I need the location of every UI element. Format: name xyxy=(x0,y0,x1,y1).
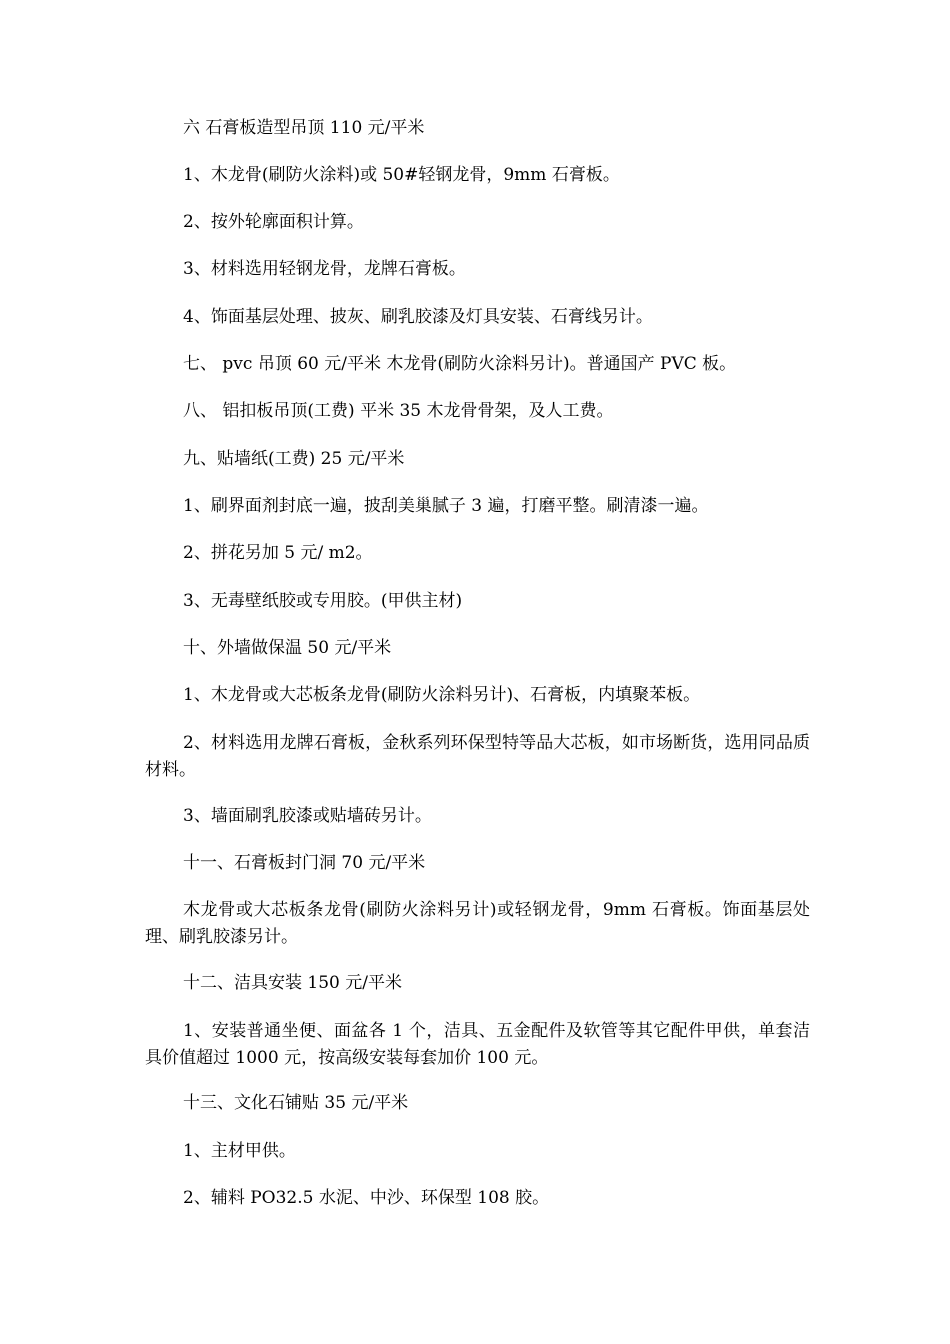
section-heading-7: 七、 pvc 吊顶 60 元/平米 木龙骨(刷防火涂料另计)。普通国产 PVC 板。 xyxy=(183,354,737,374)
paragraph: 1、木龙骨(刷防火涂料)或 50#轻钢龙骨，9mm 石膏板。 xyxy=(183,165,620,185)
paragraph: 木龙骨或大芯板条龙骨(刷防火涂料另计)或轻钢龙骨，9mm 石膏板。饰面基层处理、刷乳胶漆另计。 xyxy=(145,900,810,947)
section-heading-9: 九、贴墙纸(工费) 25 元/平米 xyxy=(183,449,405,469)
section-heading-11: 十一、石膏板封门洞 70 元/平米 xyxy=(183,853,426,873)
paragraph: 2、按外轮廓面积计算。 xyxy=(183,212,364,232)
paragraph: 1、主材甲供。 xyxy=(183,1141,296,1161)
paragraph: 3、无毒壁纸胶或专用胶。(甲供主材) xyxy=(183,591,463,611)
paragraph: 3、墙面刷乳胶漆或贴墙砖另计。 xyxy=(183,806,432,826)
paragraph: 2、拼花另加 5 元/ m2。 xyxy=(183,543,373,563)
paragraph: 4、饰面基层处理、披灰、刷乳胶漆及灯具安装、石膏线另计。 xyxy=(183,307,653,327)
section-heading-6: 六 石膏板造型吊顶 110 元/平米 xyxy=(183,118,425,138)
paragraph: 2、材料选用龙牌石膏板，金秋系列环保型特等品大芯板，如市场断货，选用同品质材料。 xyxy=(145,733,810,780)
section-heading-13: 十三、文化石铺贴 35 元/平米 xyxy=(183,1093,409,1113)
paragraph: 2、辅料 PO32.5 水泥、中沙、环保型 108 胶。 xyxy=(183,1188,550,1208)
section-heading-8: 八、 铝扣板吊顶(工费) 平米 35 木龙骨骨架，及人工费。 xyxy=(183,401,614,421)
section-heading-12: 十二、洁具安装 150 元/平米 xyxy=(183,973,402,993)
paragraph: 1、刷界面剂封底一遍，披刮美巢腻子 3 遍，打磨平整。刷清漆一遍。 xyxy=(183,496,709,516)
paragraph: 3、材料选用轻钢龙骨，龙牌石膏板。 xyxy=(183,259,466,279)
section-heading-10: 十、外墙做保温 50 元/平米 xyxy=(183,638,392,658)
paragraph: 1、安装普通坐便、面盆各 1 个，洁具、五金配件及软管等其它配件甲供，单套洁具价值超过 1000 元，按高级安装每套加价 100 元。 xyxy=(145,1021,810,1068)
paragraph: 1、木龙骨或大芯板条龙骨(刷防火涂料另计)、石膏板，内填聚苯板。 xyxy=(183,685,701,705)
